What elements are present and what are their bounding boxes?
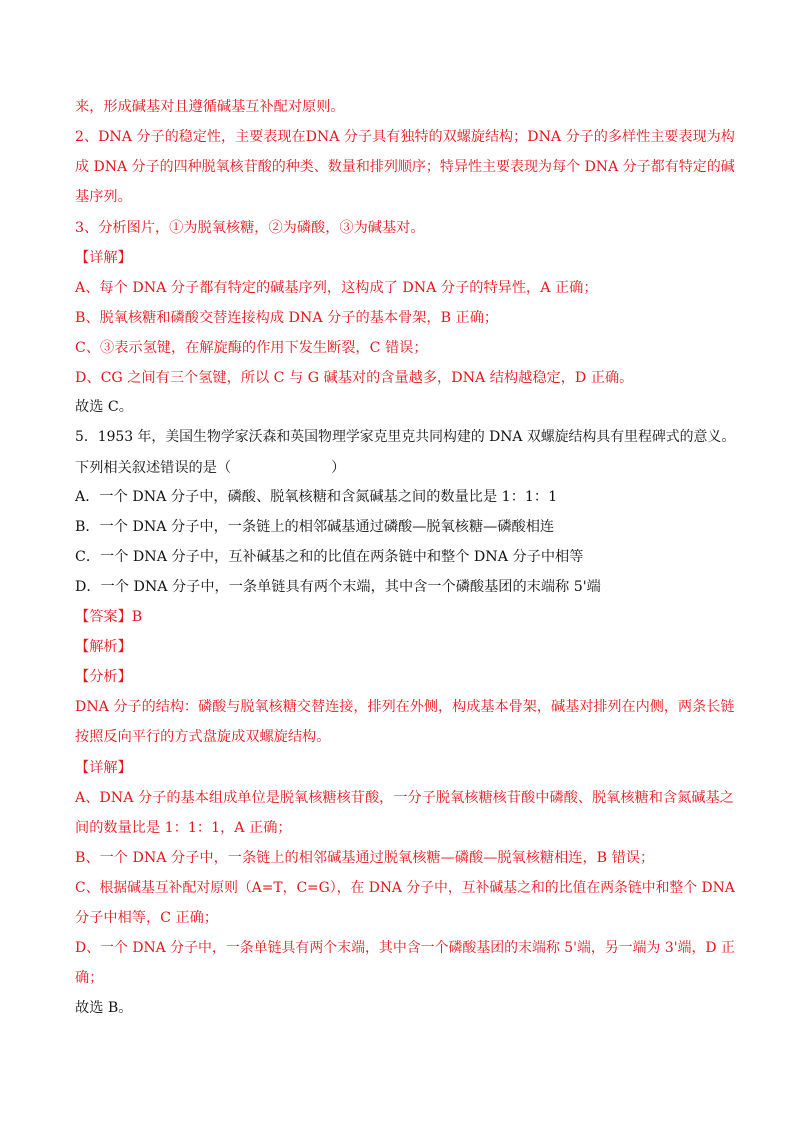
text-line: 故选 B。 [75, 1000, 133, 1016]
text-line: C、③表示氢键，在解旋酶的作用下发生断裂，C 错误； [75, 340, 428, 356]
section-heading: 【详解】 [75, 250, 132, 266]
question-stem [75, 458, 735, 478]
text-line: 间的数量比是 1：1：1，A 正确； [75, 820, 292, 836]
question-stem: 5．1953 年，美国生物学家沃森和英国物理学家克里克共同构建的 DNA 双螺旋结构具有里程碑式的意义。 [75, 429, 736, 445]
option-c: C．一个 DNA 分子中，互补碱基之和的比值在两条链中和整个 DNA 分子中相等 [75, 549, 584, 565]
text-line: C、根据碱基互补配对原则（A=T，C=G），在 DNA 分子中，互补碱基之和的比值在两条链中和整个 DNA [75, 880, 735, 896]
text-line: DNA 分子的结构：磷酸与脱氧核糖交替连接，排列在外侧，构成基本骨架，碱基对排列在内侧，两条长链 [75, 699, 735, 715]
section-heading: 【分析】 [75, 669, 132, 685]
text-line: 成 DNA 分子的四种脱氧核苷酸的种类、数量和排列顺序；特异性主要表现为每个 DNA 分子都有特定的碱 [75, 159, 735, 175]
question-prompt: 下列相关叙述错误的是（ [75, 460, 232, 476]
text-line: 确； [75, 970, 104, 986]
text-line: 故选 C。 [75, 399, 133, 415]
section-heading: 【详解】 [75, 760, 132, 776]
text-line: 3、分析图片，①为脱氧核糖，②为磷酸，③为碱基对。 [75, 220, 425, 236]
text-line: B、脱氧核糖和磷酸交替连接构成 DNA 分子的基本骨架，B 正确； [75, 310, 499, 326]
answer-label: 【答案】B [75, 609, 143, 625]
option-d: D．一个 DNA 分子中，一条单链具有两个末端，其中含一个磷酸基团的末端称 5'端 [75, 579, 601, 595]
question-prompt-end: ） [331, 460, 346, 476]
text-line: 来，形成碱基对且遵循碱基互补配对原则。 [75, 99, 345, 115]
text-line: 分子中相等，C 正确； [75, 910, 219, 926]
text-line: A、DNA 分子的基本组成单位是脱氧核糖核苷酸，一分子脱氧核糖核苷酸中磷酸、脱氧核糖和含氮碱基之 [75, 790, 734, 806]
text-line: 按照反向平行的方式盘旋成双螺旋结构。 [75, 729, 331, 745]
section-heading: 【解析】 [75, 639, 132, 655]
text-line: 基序列。 [75, 189, 132, 205]
text-line: 2、DNA 分子的稳定性，主要表现在DNA 分子具有独特的双螺旋结构；DNA 分子的多样性主要表现为构 [75, 129, 735, 145]
text-line: D、一个 DNA 分子中，一条单链具有两个末端，其中含一个磷酸基团的末端称 5'端，另一端为 3'端，D 正 [75, 940, 735, 956]
option-a: A．一个 DNA 分子中，磷酸、脱氧核糖和含氮碱基之间的数量比是 1：1：1 [75, 489, 558, 505]
text-line: D、CG 之间有三个氢键，所以 C 与 G 碱基对的含量越多，DNA 结构越稳定，D 正确。 [75, 370, 634, 386]
option-b: B．一个 DNA 分子中，一条链上的相邻碱基通过磷酸—脱氧核糖—磷酸相连 [75, 519, 555, 535]
text-line: A、每个 DNA 分子都有特定的碱基序列，这构成了 DNA 分子的特异性，A 正确； [75, 280, 598, 296]
text-line: B、一个 DNA 分子中，一条链上的相邻碱基通过脱氧核糖—磷酸—脱氧核糖相连，B 错误； [75, 850, 655, 866]
